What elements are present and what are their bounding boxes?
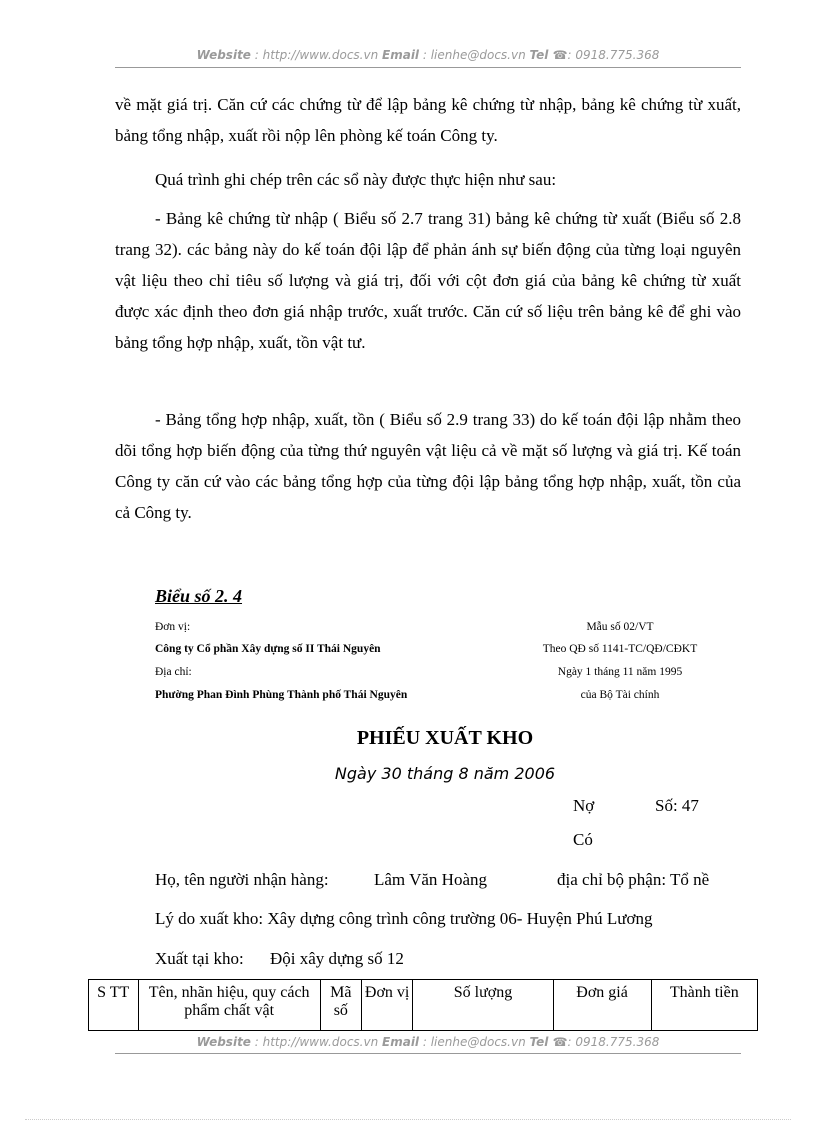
website-label: Website (196, 48, 251, 62)
page-edge (25, 1119, 791, 1120)
tel-label: Tel ☎ (529, 1035, 568, 1049)
form-decision-date: Ngày 1 tháng 11 năm 1995 (557, 666, 683, 678)
tel-label: Tel ☎ (529, 48, 568, 62)
email-label: Email (382, 48, 420, 62)
tel-number: : 0918.775.368 (567, 48, 660, 62)
col-amount: Thành tiền (651, 980, 757, 1031)
top-header (115, 48, 741, 62)
email-address[interactable]: : lienhe@docs.vn (419, 1035, 530, 1049)
department: địa chỉ bộ phận: Tổ nề (557, 870, 710, 889)
paragraph-1: về mặt giá trị. Căn cứ các chứng từ để lập bảng kê chứng từ nhập, bảng kê chứng từ xuất, bảng tổng nhập, xuất rồi nộp lên phòng kế toán Công ty. (115, 95, 741, 145)
unit-label: Đơn vị: (155, 621, 191, 633)
col-unit: Đơn vị (361, 980, 413, 1031)
company-address: Phường Phan Đình Phùng Thành phố Thái Nguyên (155, 689, 408, 701)
form-code: Mẫu số 02/VT (586, 621, 654, 633)
receiver-label: Họ, tên người nhận hàng: (155, 870, 329, 889)
col-stt: S TT (89, 980, 139, 1031)
top-rule (115, 67, 741, 68)
col-name: Tên, nhãn hiệu, quy cách phẩm chất vật (138, 980, 320, 1031)
bottom-header (115, 1035, 741, 1049)
warehouse-name: Đội xây dựng số 12 (270, 949, 404, 968)
email-address[interactable]: : lienhe@docs.vn (419, 48, 530, 62)
address-label: Địa chỉ: (155, 666, 192, 678)
email-label: Email (382, 1035, 420, 1049)
website-label: Website (196, 1035, 251, 1049)
paragraph-3: - Bảng kê chứng từ nhập ( Biểu số 2.7 trang 31) bảng kê chứng từ xuất (Biểu số 2.8 trang 32). các bảng này do kế toán đội lập để phản ánh sự biến động của từng loại nguyên vật liệu theo chỉ tiêu số lượng và giá trị, đối với cột đơn giá của bảng kê chứng từ xuất được xác định theo đơn giá nhập trước, xuất trước. Căn cứ số liệu trên bảng kê để ghi vào bảng tổng hợp nhập, xuất, tồn vật tư. (115, 209, 741, 352)
bottom-rule (115, 1053, 741, 1054)
website-url[interactable]: : http://www.docs.vn (250, 1035, 383, 1049)
company-name: Công ty Cổ phần Xây dựng số II Thái Nguyên (155, 643, 381, 655)
website-url[interactable]: : http://www.docs.vn (250, 48, 383, 62)
warehouse-label: Xuất tại kho: (155, 949, 244, 968)
form-issuer: của Bộ Tài chính (580, 689, 660, 701)
form-title: PHIẾU XUẤT KHO (356, 727, 534, 749)
issue-reason: Lý do xuất kho: Xây dựng công trình công trường 06- Huyện Phú Lương (155, 909, 653, 928)
col-code: Mã số (320, 980, 361, 1031)
voucher-number: Số: 47 (655, 796, 699, 815)
col-unit-price: Đơn giá (553, 980, 651, 1031)
form-caption: Biểu số 2. 4 (155, 586, 243, 606)
debit-label: Nợ (573, 796, 595, 815)
paragraph-4: - Bảng tổng hợp nhập, xuất, tồn ( Biểu số 2.9 trang 33) do kế toán đội lập nhằm theo dõi tổng hợp biến động của từng thứ nguyên vật liệu cả về mặt số lượng và giá trị. Kế toán Công ty căn cứ vào các bảng tổng hợp của từng đội lập bảng tổng hợp nhập, xuất, tồn của cả Công ty. (115, 410, 741, 522)
credit-label: Có (573, 830, 593, 849)
paragraph-2: Quá trình ghi chép trên các sổ này được thực hiện như sau: (155, 170, 557, 189)
form-date: Ngày 30 tháng 8 năm 2006 (334, 764, 556, 783)
receiver-name: Lâm Văn Hoàng (374, 870, 487, 889)
goods-table (88, 979, 758, 1031)
col-quantity: Số lượng (413, 980, 553, 1031)
table-header-row (89, 980, 758, 1031)
form-decision: Theo QĐ số 1141-TC/QĐ/CĐKT (542, 643, 698, 655)
tel-number: : 0918.775.368 (567, 1035, 660, 1049)
